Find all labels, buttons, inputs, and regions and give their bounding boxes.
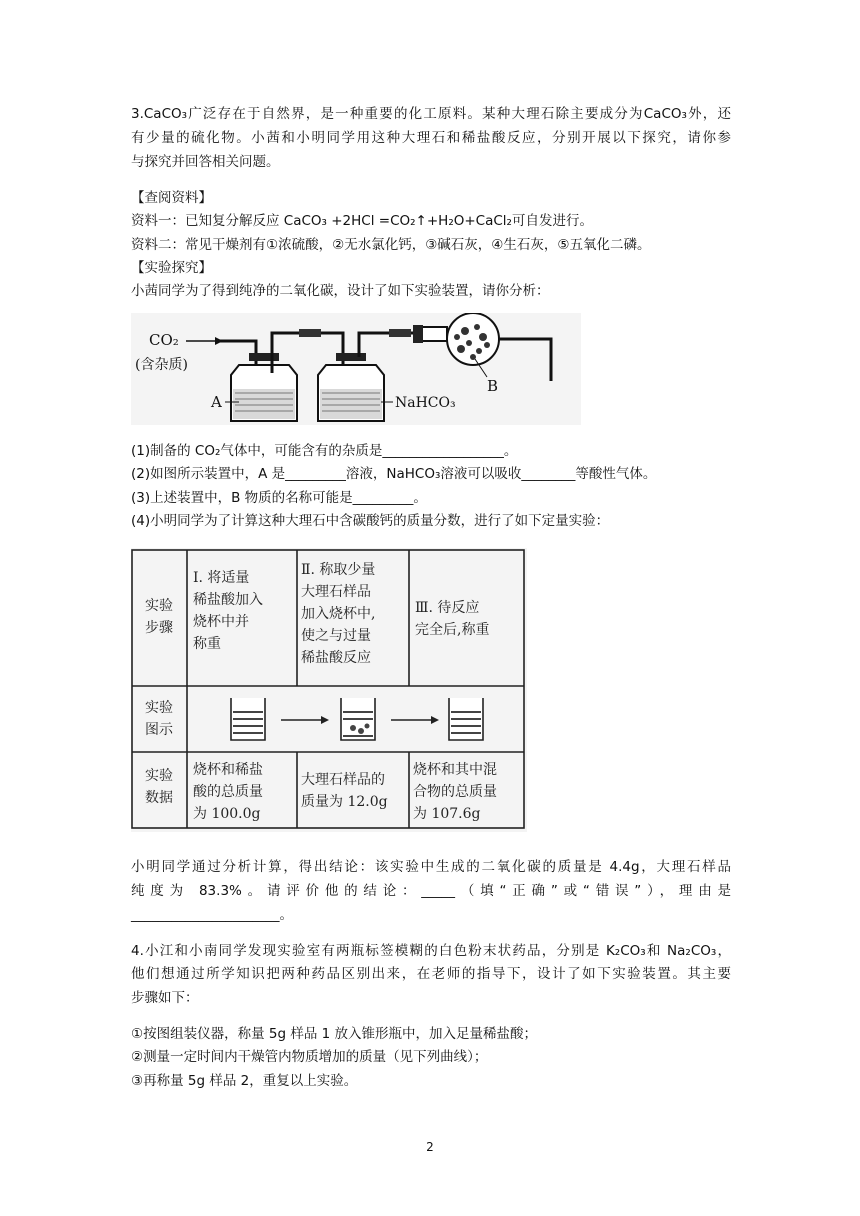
step2-line2: 大理石样品 [301,584,371,600]
q3-intro-line1: 3.CaCO₃广泛存在于自然界，是一种重要的化工原料。某种大理石除主要成分为CaCO₃外，还 [131,106,731,122]
wash-bottle-a [231,353,297,421]
data1-line3: 为 100.0g [193,806,261,822]
data1-line1: 烧杯和稀盐 [193,762,263,778]
step1-line3: 烧杯中并 [193,614,249,630]
q4-step3: ③再称量 5g 样品 2，重复以上实验。 [131,1073,358,1089]
beaker-step1-icon [231,698,265,740]
bottle-a-label: A [211,393,222,411]
apparatus-figure [131,313,581,425]
wash-bottle-nahco3 [318,353,384,421]
step2-line3: 加入烧杯中, [301,606,376,622]
step2-line4: 使之与过量 [301,628,371,644]
reference-1: 资料一：已知复分解反应 CaCO₃ +2HCl =CO₂↑+H₂O+CaCl₂可自发进行。 [131,213,593,229]
q3-intro-line2: 有少量的硫化物。小茜和小明同学用这种大理石和稀盐酸反应，分别开展以下探究，请你参 [131,130,731,146]
q4-step1: ①按图组装仪器，称量 5g 样品 1 放入锥形瓶中，加入足量稀盐酸； [131,1026,538,1042]
co2-label: CO₂ [149,331,179,349]
q4-intro-line1: 4.小江和小南同学发现实验室有两瓶标签模糊的白色粉末状药品，分别是 K₂CO₃和 Na₂CO₃， [131,943,731,959]
data2-line2: 质量为 12.0g [301,794,388,810]
step1-line2: 稀盐酸加入 [193,592,263,608]
beaker-step2-icon [341,698,375,740]
apparatus-diagram [131,313,581,425]
experiment-intro: 小茜同学为了得到纯净的二氧化碳，设计了如下实验装置，请你分析： [131,283,550,299]
step3-line2: 完全后,称重 [415,622,490,638]
nahco3-label: NaHCO₃ [395,395,456,411]
conclusion-line1: 小明同学通过分析计算，得出结论：该实验中生成的二氧化碳的质量是 4.4g，大理石样品 [131,859,731,875]
q4-intro-line2: 他们想通过所学知识把两种药品区别出来，在老师的指导下，设计了如下实验装置。其主要 [131,966,731,982]
row-head-figure-1: 实验 [145,700,173,716]
drying-tube-b [413,313,551,381]
row-head-data-2: 数据 [145,790,173,806]
question-3-4: (4)小明同学为了计算这种大理石中含碳酸钙的质量分数，进行了如下定量实验： [131,513,610,529]
conclusion-line3: ______________________。 [131,907,293,923]
tube-b-label: B [487,377,499,395]
step1-line4: 称重 [193,636,221,652]
row-head-steps-1: 实验 [145,598,173,614]
question-3-2: (2)如图所示装置中，A 是_________溶液，NaHCO₃溶液可以吸收________等酸性气体。 [131,466,657,482]
q4-intro-line3: 步骤如下： [131,990,199,1006]
data3-line3: 为 107.6g [413,806,481,822]
row-head-figure-2: 图示 [145,722,173,738]
conclusion-line2: 纯度为 83.3%。请评价他的结论：_____（填“正确”或“错误”），理由是 [131,883,731,899]
question-3-3: (3)上述装置中，B 物质的名称可能是_________。 [131,490,427,506]
beaker-step3-icon [449,698,483,740]
impurity-label: (含杂质) [135,357,188,373]
q3-intro-line3: 与探究并回答相关问题。 [131,154,280,170]
step3-line1: Ⅲ. 待反应 [415,600,480,616]
reference-2: 资料二：常见干燥剂有①浓硫酸，②无水氯化钙，③碱石灰，④生石灰，⑤五氧化二磷。 [131,237,651,253]
data2-line1: 大理石样品的 [301,772,385,788]
q4-step2: ②测量一定时间内干燥管内物质增加的质量（见下列曲线）； [131,1049,488,1065]
experiment-table-figure [131,548,527,832]
data3-line2: 合物的总质量 [413,784,497,800]
arrow-2-icon [391,716,439,724]
question-3-1: (1)制备的 CO₂气体中，可能含有的杂质是__________________。 [131,443,518,459]
arrow-1-icon [281,716,329,724]
data1-line2: 酸的总质量 [193,784,263,800]
step2-line1: Ⅱ. 称取少量 [301,562,376,578]
page-number: 2 [426,1140,434,1154]
heading-reference: 【查阅资料】 [131,190,212,206]
data3-line1: 烧杯和其中混 [413,762,497,778]
row-head-steps-2: 步骤 [145,620,173,636]
row-head-data-1: 实验 [145,768,173,784]
experiment-table [131,548,527,832]
heading-experiment: 【实验探究】 [131,260,212,276]
step1-line1: Ⅰ. 将适量 [193,570,250,586]
step2-line5: 稀盐酸反应 [301,650,371,666]
